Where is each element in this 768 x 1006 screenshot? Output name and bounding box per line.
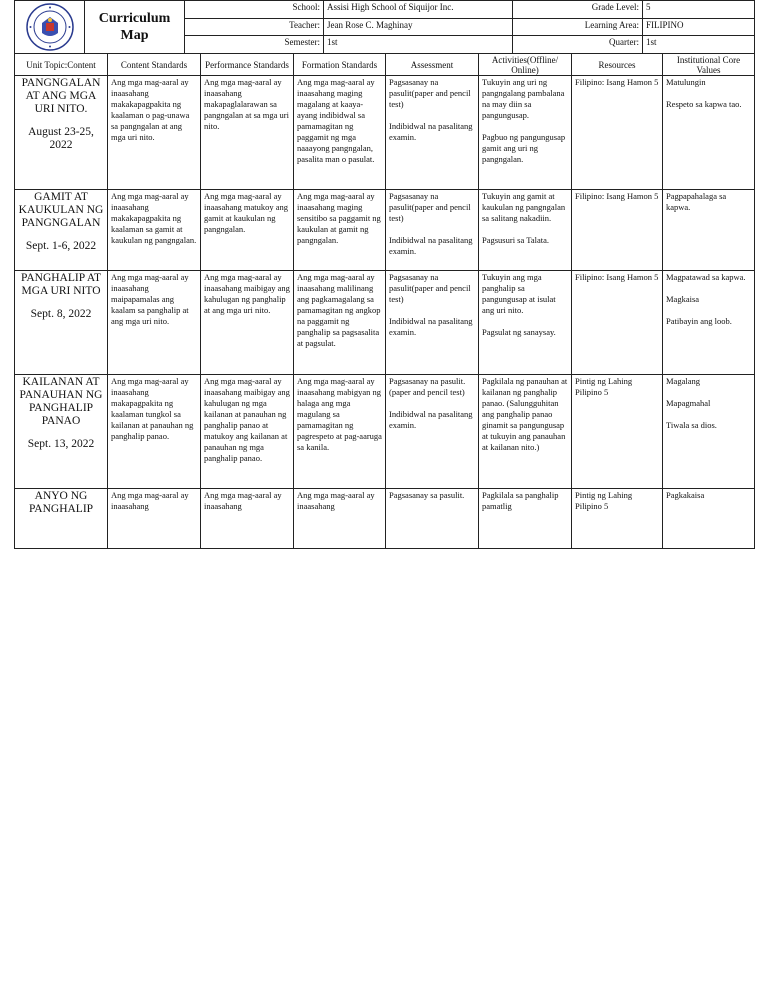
formation-standard-cell: Ang mga mag-aaral ay inaasahang maging magalang at kaaya-ayang indibidwal sa pamamagitan ng paggamit ng mga naaayong pangngalan, pasalita man o pasulat. — [294, 76, 386, 190]
unit-date: Sept. 13, 2022 — [27, 438, 95, 450]
school-value: Assisi High School of Siquijor Inc. — [324, 1, 513, 19]
teacher-label: Teacher: — [185, 18, 324, 36]
column-header: Formation Standards — [294, 54, 386, 76]
unit-date: Sept. 1-6, 2022 — [25, 240, 97, 252]
column-header: Resources — [572, 54, 663, 76]
resources-cell: Pintig ng Lahing Pilipino 5 — [572, 375, 663, 489]
performance-standard-cell: Ang mga mag-aaral ay inaasahang maibigay ang kahulugan ng panghalip at ang mga uri nito. — [201, 271, 294, 375]
activities-cell — [479, 190, 572, 271]
activities-cell — [479, 375, 572, 489]
table-row — [15, 76, 755, 190]
assessment-text: Pagsasanay na pasulit. (paper and pencil test) Indibidwal na pasalitang examin. — [389, 376, 473, 430]
column-header: Performance Standards — [201, 54, 294, 76]
unit-date: August 23-25, 2022 — [28, 126, 94, 151]
core-values-text: Magalang Mapagmahal Tiwala sa dios. — [666, 376, 717, 430]
activities-cell — [479, 271, 572, 375]
content-standard-cell: Ang mga mag-aaral ay inaasahang makapagpakita ng kaalaman tungkol sa kailanan at panauhan ng panghalip panao. — [108, 375, 201, 489]
assessment-cell — [386, 76, 479, 190]
content-standard-cell: Ang mga mag-aaral ay inaasahang makakapagpakita ng kaalaman sa gamit at kaukulan ng pangngalan. — [108, 190, 201, 271]
activities-text: Tukuyin ang mga panghalip sa pangungusap at isulat ang uri nito. Pagsulat ng sanaysay. — [482, 272, 556, 337]
assessment-cell — [386, 375, 479, 489]
core-values-text: Matulungin Respeto sa kapwa tao. — [666, 77, 742, 109]
column-header: Institutional Core Values — [663, 54, 755, 76]
table-row — [15, 271, 755, 375]
formation-standard-cell: Ang mga mag-aaral ay inaasahang mabigyan ng halaga ang mga magulang sa pamamagitan ng pagrespeto at pag-aaruga sa kanila. — [294, 375, 386, 489]
assessment-cell: Pagsasanay sa pasulit. — [386, 489, 479, 549]
teacher-value: Jean Rose C. Maghinay — [324, 18, 513, 36]
activities-text: Pagkilala ng panauhan at kailanan ng panghalip panao. (Salungguhitan ang panghalip panao ginamit sa pangungusap at tukuyin ang panauhan at kailanan nito.) — [482, 376, 568, 452]
column-header: Assessment — [386, 54, 479, 76]
core-values-cell: Pagkakaisa — [663, 489, 755, 549]
assessment-cell — [386, 190, 479, 271]
formation-standard-cell: Ang mga mag-aaral ay inaasahang malilinang ang pagkamagalang sa pamamagitan ng angkop na paggamit ng panghalip sa pagsasalita at pagsulat. — [294, 271, 386, 375]
table-row — [15, 489, 755, 549]
semester-label: Semester: — [185, 36, 324, 54]
core-values-cell — [663, 76, 755, 190]
semester-value: 1st — [324, 36, 513, 54]
header-table — [14, 0, 755, 54]
core-values-cell — [663, 190, 755, 271]
resources-cell: Pintig ng Lahing Pilipino 5 — [572, 489, 663, 549]
assessment-cell — [386, 271, 479, 375]
core-values-text: Magpatawad sa kapwa. Magkaisa Patibayin ang loob. — [666, 272, 746, 326]
unit-topic-cell — [15, 375, 108, 489]
formation-standard-cell: Ang mga mag-aaral ay inaasahang — [294, 489, 386, 549]
performance-standard-cell: Ang mga mag-aaral ay inaasahang matukoy ang gamit at kaukulan ng pangngalan. — [201, 190, 294, 271]
unit-date: Sept. 8, 2022 — [30, 308, 92, 320]
activities-text: Tukuyin ang uri ng pangngalang pambalana na may diin sa pangungusap. Pagbuo ng pangungusap gamit ang uri ng pangngalan. — [482, 77, 566, 164]
unit-topic: ANYO NG PANGHALIP — [28, 490, 94, 515]
core-values-cell — [663, 271, 755, 375]
unit-topic-cell — [15, 271, 108, 375]
resources-cell: Filipino: Isang Hamon 5 — [572, 190, 663, 271]
page-title: Curriculum Map — [85, 1, 185, 54]
learning-area-value: FILIPINO — [643, 18, 755, 36]
column-header: Unit Topic:Content — [15, 54, 108, 76]
activities-text: Tukuyin ang gamit at kaukulan ng pangngalan sa salitang nakadiin. Pagsusuri sa Talata. — [482, 191, 566, 245]
column-header-row — [15, 54, 755, 76]
core-values-text: Pagpapahalaga sa kapwa. — [666, 191, 727, 212]
unit-topic-cell — [15, 190, 108, 271]
curriculum-map-sheet — [14, 0, 754, 515]
grade-level-value: 5 — [643, 1, 755, 19]
resources-cell: Filipino: Isang Hamon 5 — [572, 271, 663, 375]
table-row — [15, 375, 755, 489]
curriculum-table — [14, 53, 755, 549]
school-label: School: — [185, 1, 324, 19]
activities-cell — [479, 76, 572, 190]
performance-standard-cell: Ang mga mag-aaral ay inaasahang maibigay ang kahulugan ng mga kailanan at panauhan ng panghalip panao at matukoy ang kailanan at panauhan ng mga panghalip panao. — [201, 375, 294, 489]
column-header: Activities(Offline/ Online) — [479, 54, 572, 76]
content-standard-cell: Ang mga mag-aaral ay inaasahang makakapagpakita ng kaalaman o pag-unawa sa pangngalan at ang mga uri nito. — [108, 76, 201, 190]
assessment-text: Pagsasanay na pasulit(paper and pencil test) Indibidwal na pasalitang examin. — [389, 272, 473, 337]
unit-topic-cell — [15, 76, 108, 190]
formation-standard-cell: Ang mga mag-aaral ay inaasahang maging sensitibo sa paggamit ng kaukulan at gamit ng pangngalan. — [294, 190, 386, 271]
grade-level-label: Grade Level: — [513, 1, 643, 19]
unit-topic: PANGNGALAN AT ANG MGA URI NITO. — [21, 77, 101, 115]
quarter-value: 1st — [643, 36, 755, 54]
resources-cell: Filipino: Isang Hamon 5 — [572, 76, 663, 190]
content-standard-cell: Ang mga mag-aaral ay inaasahang — [108, 489, 201, 549]
logo-cell — [15, 1, 85, 54]
table-row — [15, 190, 755, 271]
deped-seal-icon — [26, 3, 74, 51]
unit-topic: PANGHALIP AT MGA URI NITO — [21, 272, 101, 297]
assessment-text: Pagsasanay na pasulit(paper and pencil test) Indibidwal na pasalitang examin. — [389, 191, 473, 256]
performance-standard-cell: Ang mga mag-aaral ay inaasahang makapaglalarawan sa pangngalan at sa mga uri nito. — [201, 76, 294, 190]
assessment-text: Pagsasanay na pasulit(paper and pencil test) Indibidwal na pasalitang examin. — [389, 77, 473, 142]
unit-topic: GAMIT AT KAUKULAN NG PANGNGALAN — [18, 191, 104, 229]
learning-area-label: Learning Area: — [513, 18, 643, 36]
unit-topic: KAILANAN AT PANAUHAN NG PANGHALIP PANAO — [19, 376, 103, 427]
content-standard-cell: Ang mga mag-aaral ay inaasahang maipapamalas ang kaalam sa panghalip at ang mga uri nito. — [108, 271, 201, 375]
activities-cell: Pagkilala sa panghalip pamatlig — [479, 489, 572, 549]
quarter-label: Quarter: — [513, 36, 643, 54]
column-header: Content Standards — [108, 54, 201, 76]
unit-topic-cell — [15, 489, 108, 549]
performance-standard-cell: Ang mga mag-aaral ay inaasahang — [201, 489, 294, 549]
core-values-cell — [663, 375, 755, 489]
